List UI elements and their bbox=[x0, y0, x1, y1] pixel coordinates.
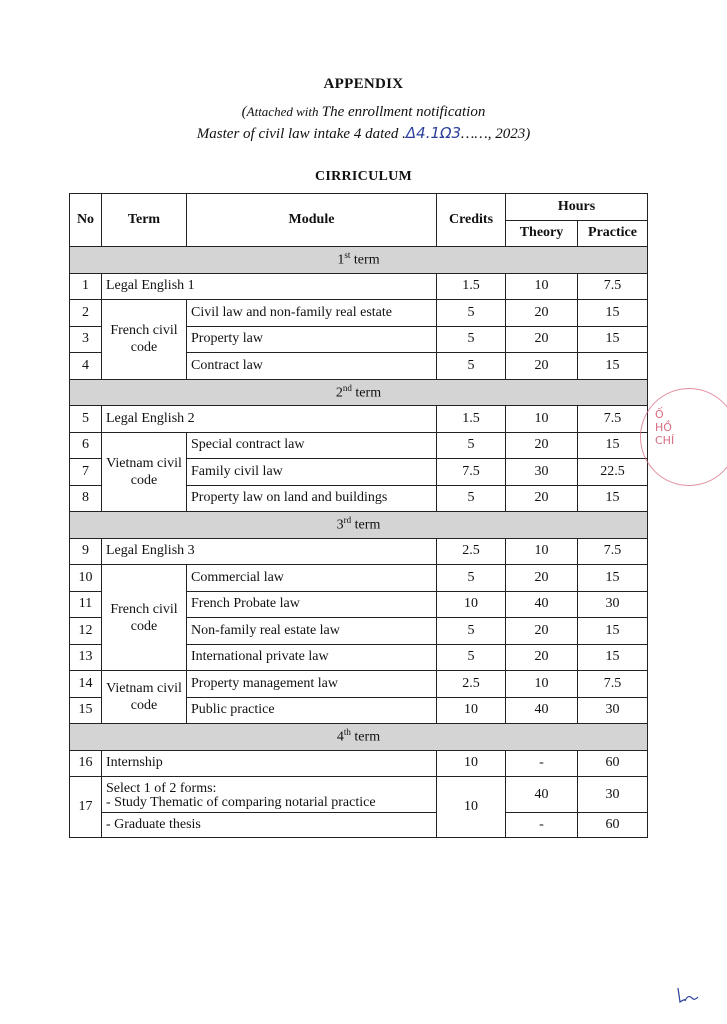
table-row bbox=[70, 300, 648, 327]
col-header-module: Module bbox=[187, 194, 437, 247]
subtitle-notification: The enrollment notification bbox=[321, 104, 486, 120]
row-no: 12 bbox=[70, 618, 102, 645]
row-no: 2 bbox=[70, 300, 102, 327]
row-no: 13 bbox=[70, 644, 102, 671]
row-module-select bbox=[102, 777, 437, 813]
row-module: Legal English 1 bbox=[102, 273, 437, 300]
row-theory: - bbox=[506, 813, 578, 838]
row-no: 17 bbox=[70, 777, 102, 838]
table-row bbox=[70, 750, 648, 777]
group-label: French civil code bbox=[102, 565, 187, 671]
row-module: Internship bbox=[102, 750, 437, 777]
option-a: - Study Thematic of comparing notarial practice bbox=[106, 794, 376, 810]
row-credits: 2.5 bbox=[437, 671, 506, 698]
row-credits: 5 bbox=[437, 353, 506, 380]
row-credits: 5 bbox=[437, 565, 506, 592]
row-credits: 1.5 bbox=[437, 273, 506, 300]
row-practice: 15 bbox=[578, 432, 648, 459]
curriculum-table bbox=[69, 193, 648, 838]
row-module: International private law bbox=[187, 644, 437, 671]
header-row bbox=[70, 194, 648, 221]
row-no: 16 bbox=[70, 750, 102, 777]
row-credits: 10 bbox=[437, 777, 506, 838]
row-theory: 20 bbox=[506, 300, 578, 327]
row-theory: 20 bbox=[506, 618, 578, 645]
row-no: 6 bbox=[70, 432, 102, 459]
row-practice: 15 bbox=[578, 485, 648, 512]
row-module: Special contract law bbox=[187, 432, 437, 459]
row-module: Commercial law bbox=[187, 565, 437, 592]
term-label: 4th term bbox=[70, 724, 648, 751]
row-theory: 10 bbox=[506, 538, 578, 565]
col-header-practice: Practice bbox=[578, 220, 648, 247]
row-theory: 30 bbox=[506, 459, 578, 486]
row-practice: 22.5 bbox=[578, 459, 648, 486]
row-theory: 20 bbox=[506, 565, 578, 592]
select-label: Select 1 of 2 forms: bbox=[106, 780, 217, 796]
col-header-no: No bbox=[70, 194, 102, 247]
table-row bbox=[70, 432, 648, 459]
row-module: Legal English 2 bbox=[102, 406, 437, 433]
subtitle-intake: Master of civil law intake 4 dated . bbox=[196, 126, 406, 142]
row-practice: 60 bbox=[578, 750, 648, 777]
row-no: 10 bbox=[70, 565, 102, 592]
term-row bbox=[70, 247, 648, 274]
row-theory: 10 bbox=[506, 671, 578, 698]
term-row bbox=[70, 379, 648, 406]
row-credits: 5 bbox=[437, 485, 506, 512]
row-practice: 7.5 bbox=[578, 406, 648, 433]
col-header-theory: Theory bbox=[506, 220, 578, 247]
row-no: 14 bbox=[70, 671, 102, 698]
row-module: Property management law bbox=[187, 671, 437, 698]
row-module: Contract law bbox=[187, 353, 437, 380]
row-theory: 40 bbox=[506, 591, 578, 618]
stamp-text: Ố HỒ CHÍ bbox=[655, 408, 675, 447]
table-row bbox=[70, 538, 648, 565]
row-module: Non-family real estate law bbox=[187, 618, 437, 645]
row-credits: 7.5 bbox=[437, 459, 506, 486]
subtitle-paren: ( bbox=[241, 104, 247, 120]
subtitle-year: ……, 2023) bbox=[461, 126, 531, 142]
term-label: 2nd term bbox=[70, 379, 648, 406]
row-credits: 5 bbox=[437, 326, 506, 353]
row-no: 4 bbox=[70, 353, 102, 380]
subtitle-attached: Attached with bbox=[246, 104, 322, 119]
table-row bbox=[70, 671, 648, 698]
row-practice: 7.5 bbox=[578, 671, 648, 698]
row-credits: 10 bbox=[437, 697, 506, 724]
row-no: 9 bbox=[70, 538, 102, 565]
row-practice: 15 bbox=[578, 300, 648, 327]
row-practice: 60 bbox=[578, 813, 648, 838]
table-row bbox=[70, 777, 648, 813]
row-no: 11 bbox=[70, 591, 102, 618]
table-row bbox=[70, 813, 648, 838]
option-b: - Graduate thesis bbox=[102, 813, 437, 838]
row-credits: 1.5 bbox=[437, 406, 506, 433]
row-practice: 30 bbox=[578, 697, 648, 724]
row-theory: 10 bbox=[506, 273, 578, 300]
col-header-hours: Hours bbox=[506, 194, 648, 221]
row-credits: 5 bbox=[437, 300, 506, 327]
row-theory: 20 bbox=[506, 644, 578, 671]
group-label: Vietnam civil code bbox=[102, 671, 187, 724]
group-label: French civil code bbox=[102, 300, 187, 380]
row-credits: 5 bbox=[437, 618, 506, 645]
row-no: 1 bbox=[70, 273, 102, 300]
handwritten-date: Δ4.1Ω3 bbox=[405, 124, 462, 142]
row-practice: 15 bbox=[578, 353, 648, 380]
document-title: APPENDIX bbox=[323, 76, 404, 92]
row-module: Property law bbox=[187, 326, 437, 353]
table-row bbox=[70, 273, 648, 300]
row-practice: 15 bbox=[578, 644, 648, 671]
row-practice: 30 bbox=[578, 777, 648, 813]
row-practice: 15 bbox=[578, 565, 648, 592]
table-title: CIRRICULUM bbox=[314, 169, 413, 184]
row-credits: 5 bbox=[437, 432, 506, 459]
row-theory: 20 bbox=[506, 432, 578, 459]
row-module: French Probate law bbox=[187, 591, 437, 618]
red-seal-stamp bbox=[640, 388, 727, 486]
row-credits: 2.5 bbox=[437, 538, 506, 565]
row-no: 7 bbox=[70, 459, 102, 486]
table-row bbox=[70, 406, 648, 433]
row-credits: 10 bbox=[437, 591, 506, 618]
row-theory: 20 bbox=[506, 326, 578, 353]
term-label: 1st term bbox=[70, 247, 648, 274]
term-row bbox=[70, 512, 648, 539]
row-practice: 15 bbox=[578, 326, 648, 353]
row-practice: 7.5 bbox=[578, 273, 648, 300]
subtitle-line-2 bbox=[0, 124, 727, 143]
row-theory: 10 bbox=[506, 406, 578, 433]
row-practice: 7.5 bbox=[578, 538, 648, 565]
row-module: Legal English 3 bbox=[102, 538, 437, 565]
row-credits: 10 bbox=[437, 750, 506, 777]
term-label: 3rd term bbox=[70, 512, 648, 539]
row-credits: 5 bbox=[437, 644, 506, 671]
row-practice: 30 bbox=[578, 591, 648, 618]
row-theory: 40 bbox=[506, 697, 578, 724]
row-no: 5 bbox=[70, 406, 102, 433]
row-theory: - bbox=[506, 750, 578, 777]
row-module: Civil law and non-family real estate bbox=[187, 300, 437, 327]
row-module: Public practice bbox=[187, 697, 437, 724]
group-label: Vietnam civil code bbox=[102, 432, 187, 512]
row-no: 8 bbox=[70, 485, 102, 512]
row-theory: 20 bbox=[506, 485, 578, 512]
col-header-credits: Credits bbox=[437, 194, 506, 247]
row-module: Family civil law bbox=[187, 459, 437, 486]
table-row bbox=[70, 565, 648, 592]
row-practice: 15 bbox=[578, 618, 648, 645]
row-no: 3 bbox=[70, 326, 102, 353]
col-header-term: Term bbox=[102, 194, 187, 247]
row-theory: 20 bbox=[506, 353, 578, 380]
row-theory: 40 bbox=[506, 777, 578, 813]
term-row bbox=[70, 724, 648, 751]
subtitle-line-1 bbox=[0, 104, 727, 121]
row-no: 15 bbox=[70, 697, 102, 724]
handwritten-initial bbox=[676, 986, 700, 1004]
row-module: Property law on land and buildings bbox=[187, 485, 437, 512]
